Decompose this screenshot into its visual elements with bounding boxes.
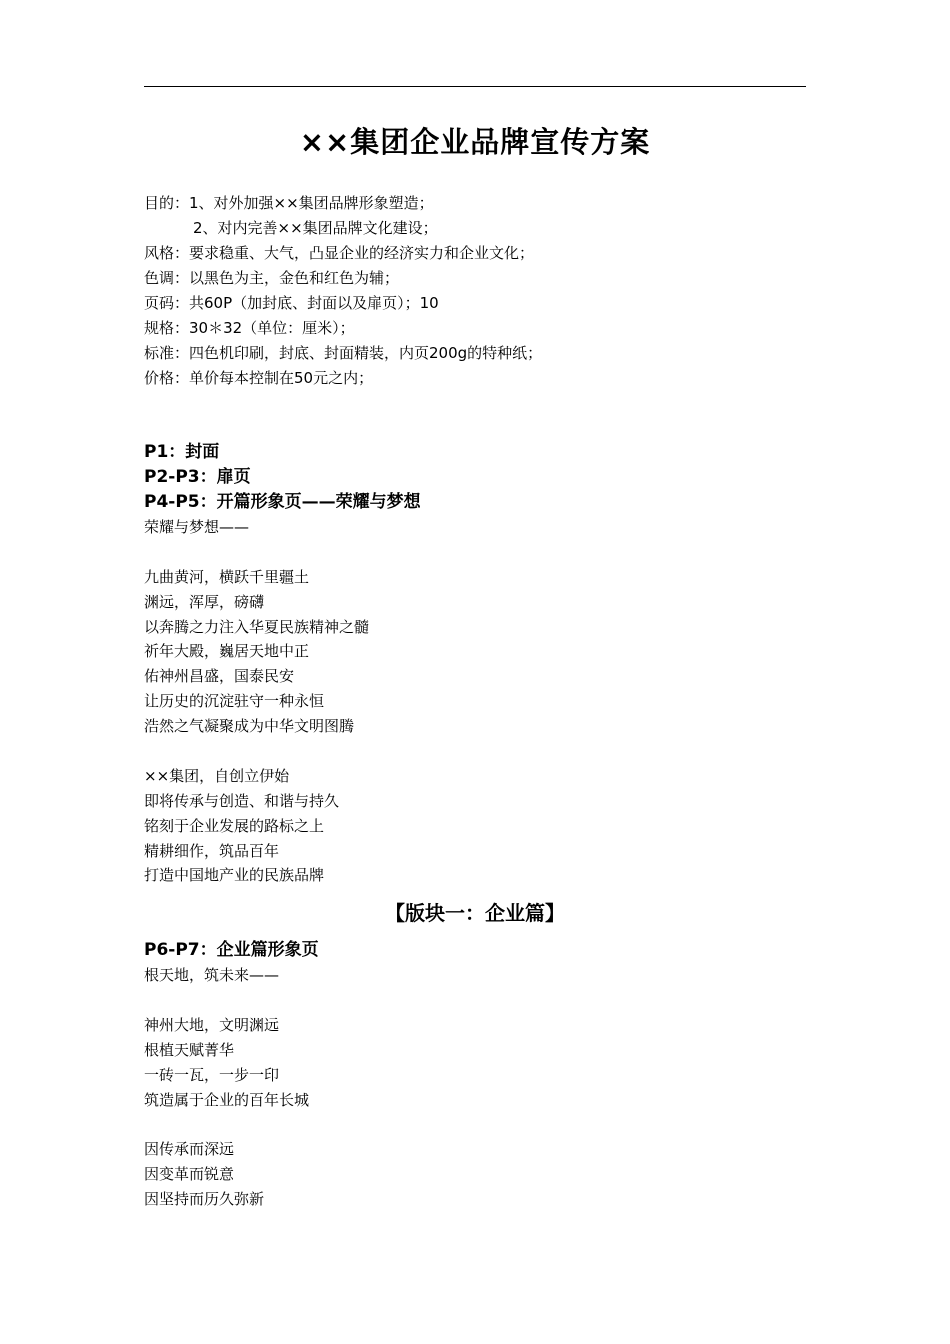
verse-line: 九曲黄河，横跃千里疆土	[144, 568, 310, 586]
verse-line: 因变革而锐意	[144, 1165, 235, 1183]
verse-line: 即将传承与创造、和谐与持久	[144, 792, 340, 810]
verse-line: 神州大地，文明渊远	[144, 1016, 280, 1034]
verse-line: 精耕细作，筑品百年	[144, 842, 280, 860]
verse-line: 佑神州昌盛，国泰民安	[144, 667, 295, 685]
spec-standard: 标准：四色机印刷，封底、封面精装，内页200g的特种纸；	[144, 344, 543, 362]
spec-size: 规格：30＊32（单位：厘米）；	[144, 319, 355, 337]
spec-tone: 色调：以黑色为主，金色和红色为辅；	[144, 269, 400, 287]
header-rule	[144, 86, 806, 87]
spec-purpose-1: 目的：1、对外加强××集团品牌形象塑造；	[144, 194, 434, 212]
verse-line: ××集团，自创立伊始	[144, 767, 290, 785]
document-title: ××集团企业品牌宣传方案	[299, 125, 651, 159]
spec-price: 价格：单价每本控制在50元之内；	[144, 369, 374, 387]
heading-p2-p3: P2-P3：扉页	[144, 467, 251, 487]
verse-line: 浩然之气凝聚成为中华文明图腾	[144, 717, 355, 735]
p6-p7-intro: 根天地，筑未来——	[144, 966, 280, 984]
verse-line: 因坚持而历久弥新	[144, 1190, 265, 1208]
spec-pages: 页码：共60P（加封底、封面以及扉页）；10	[144, 294, 439, 312]
spec-style: 风格：要求稳重、大气，凸显企业的经济实力和企业文化；	[144, 244, 535, 262]
verse-line: 铭刻于企业发展的路标之上	[144, 817, 325, 835]
verse-line: 渊远，浑厚，磅礴	[144, 593, 265, 611]
verse-line: 筑造属于企业的百年长城	[144, 1091, 310, 1109]
heading-p6-p7: P6-P7：企业篇形象页	[144, 940, 319, 960]
verse-line: 一砖一瓦，一步一印	[144, 1066, 280, 1084]
verse-line: 让历史的沉淀驻守一种永恒	[144, 692, 325, 710]
heading-p1: P1：封面	[144, 442, 220, 462]
section-heading: 【版块一：企业篇】	[385, 901, 565, 925]
verse-line: 根植天赋菁华	[144, 1041, 235, 1059]
verse-line: 打造中国地产业的民族品牌	[144, 866, 325, 884]
heading-p4-p5: P4-P5：开篇形象页——荣耀与梦想	[144, 492, 421, 512]
verse-line: 因传承而深远	[144, 1140, 235, 1158]
verse-line: 以奔腾之力注入华夏民族精神之髓	[144, 618, 370, 636]
spec-purpose-2: 2、对内完善××集团品牌文化建设；	[193, 219, 438, 237]
p4-p5-intro: 荣耀与梦想——	[144, 518, 250, 536]
verse-line: 祈年大殿，巍居天地中正	[144, 642, 310, 660]
